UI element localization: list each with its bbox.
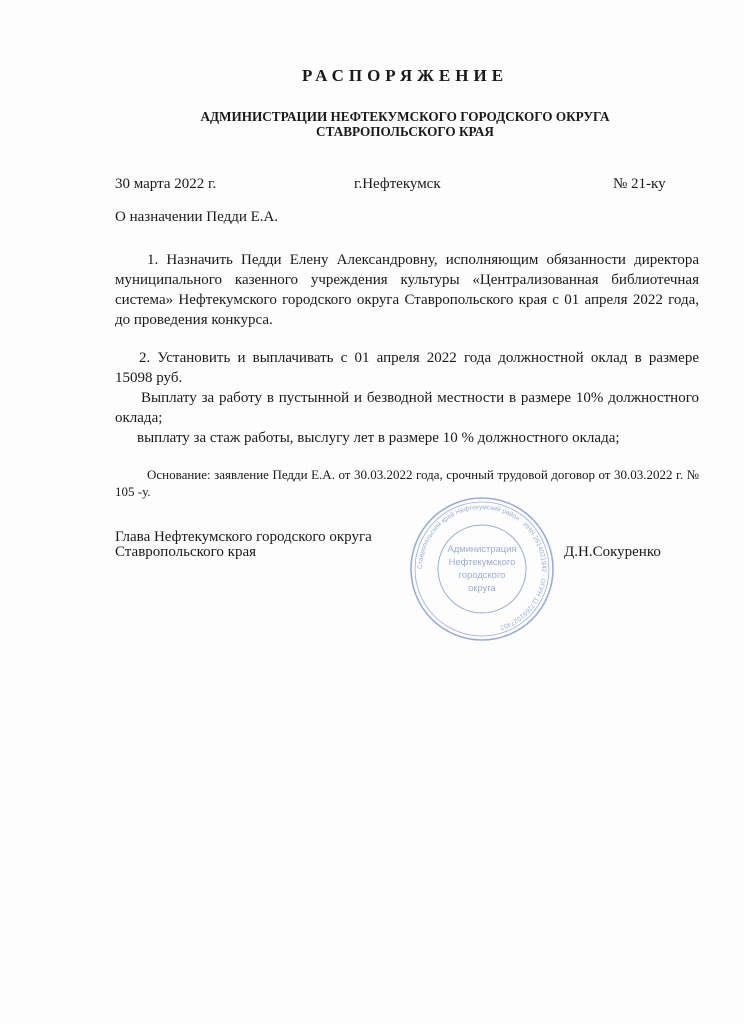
document-title: РАСПОРЯЖЕНИЕ	[301, 66, 509, 85]
document-subtitle-line2: СТАВРОПОЛЬСКОГО КРАЯ	[316, 124, 494, 139]
seal-center-line4: округа	[468, 582, 496, 593]
signatory-position-line2: Ставропольского края	[115, 544, 256, 560]
document-subtitle-line1: АДМИНИСТРАЦИИ НЕФТЕКУМСКОГО ГОРОДСКОГО ОКРУГА	[200, 109, 610, 124]
order-paragraph-4: выплату за стаж работы, выслугу лет в размере 10 % должностного оклада;	[137, 430, 620, 446]
seal-center-line2: Нефтекумского	[448, 556, 516, 567]
document-number: № 21-ку	[613, 176, 666, 192]
seal-center-line3: городского	[458, 569, 506, 580]
document-city: г.Нефтекумск	[354, 176, 441, 192]
order-paragraph-2: 2. Установить и выплачивать с 01 апреля 2022 года должностной оклад в размере 15098 руб.	[115, 350, 699, 386]
signatory-position-line1: Глава Нефтекумского городского округа	[115, 529, 372, 545]
official-seal-stamp	[408, 495, 556, 643]
seal-ring-text: Ставропольский край Нефтекумский район · ИНН 2614021942 · ОГРН 1172651027452	[416, 503, 548, 632]
basis-note: Основание: заявление Педди Е.А. от 30.03.2022 года, срочный трудовой договор от 30.03.2022 г. № 105 -у.	[115, 467, 699, 499]
document-subject: О назначении Педди Е.А.	[115, 209, 279, 225]
order-paragraph-3: Выплату за работу в пустынной и безводной местности в размере 10% должностного оклада;	[115, 390, 699, 426]
document-date: 30 марта 2022 г.	[115, 176, 217, 192]
signatory-name: Д.Н.Сокуренко	[564, 544, 661, 560]
order-paragraph-1: 1. Назначить Педди Елену Александровну, исполняющим обязанности директора муниципального казенного учреждения культуры «Централизованная библиотечная система» Нефтекумского городского округа Ставропольского края с 01 апреля 2022 года, до проведения конкурса.	[115, 252, 699, 328]
seal-center-line1: Администрация	[447, 543, 517, 554]
